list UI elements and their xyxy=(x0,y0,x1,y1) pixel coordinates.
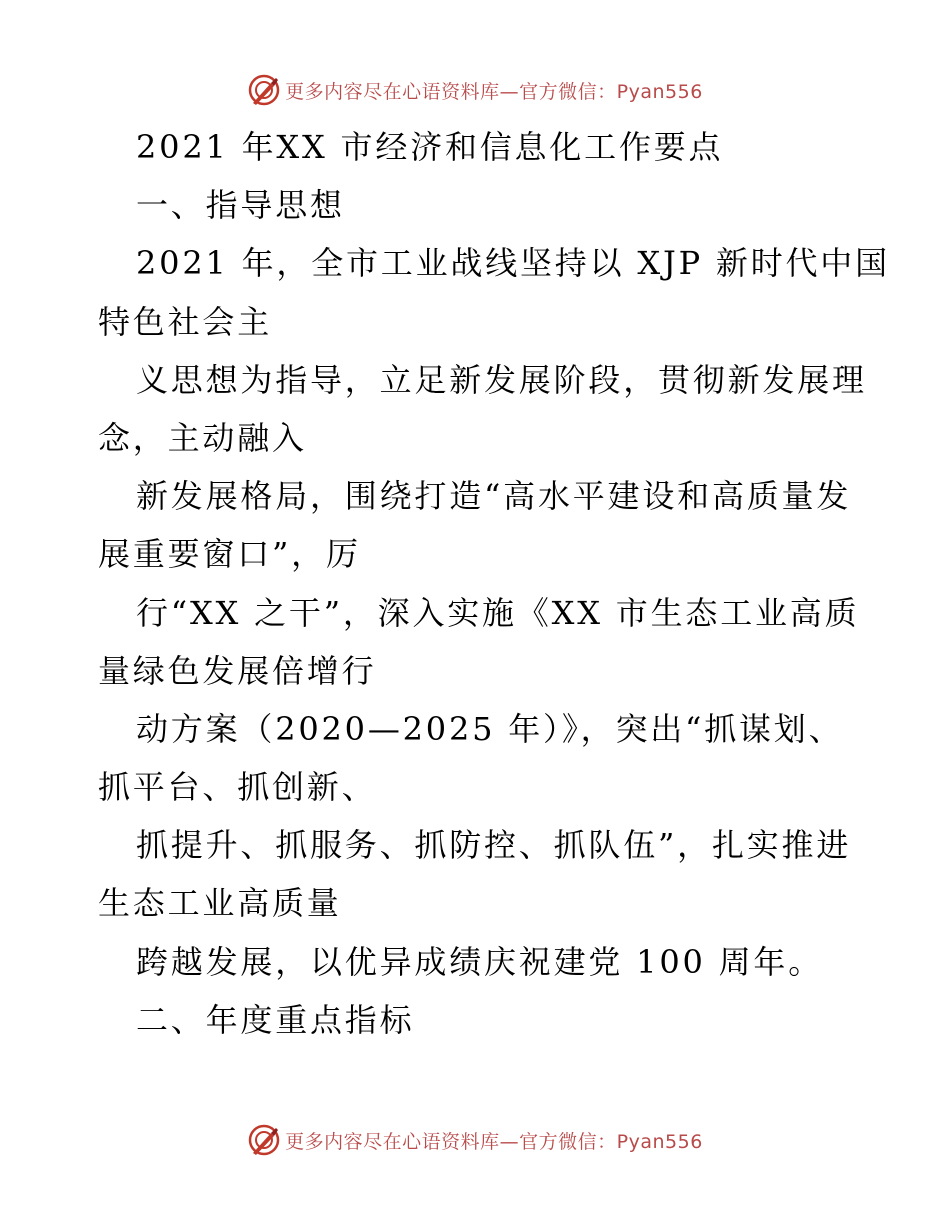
text-line: 二、年度重点指标 xyxy=(136,1000,415,1039)
text-line: 抓平台、抓创新、 xyxy=(98,768,377,807)
document-body xyxy=(98,118,890,1049)
text-line: 新发展格局，围绕打造“高水平建设和高质量发 xyxy=(136,477,852,516)
text-line: 生态工业高质量 xyxy=(98,884,342,923)
text-line: 2021 年XX 市经济和信息化工作要点 xyxy=(136,128,724,166)
text-line: 动方案（2020—2025 年）》，突出“抓谋划、 xyxy=(136,709,844,748)
logo-icon xyxy=(247,1123,281,1157)
text-line: 2021 年，全市工业战线坚持以 XJP 新时代中国 xyxy=(136,244,890,283)
watermark-text: 更多内容尽在心语资料库—官方微信：Pyan556 xyxy=(285,80,703,103)
text-line: 特色社会主 xyxy=(98,302,273,341)
text-line: 量绿色发展倍增行 xyxy=(98,651,377,690)
text-line: 跨越发展，以优异成绩庆祝建党 100 周年。 xyxy=(136,942,824,981)
text-line: 行“XX 之干”，深入实施《XX 市生态工业高质 xyxy=(136,593,860,632)
watermark-text: 更多内容尽在心语资料库—官方微信：Pyan556 xyxy=(285,1130,703,1153)
text-line: 念，主动融入 xyxy=(98,418,307,457)
header-watermark xyxy=(0,70,950,110)
text-line: 一、指导思想 xyxy=(136,186,345,225)
logo-icon xyxy=(247,73,281,107)
text-line: 抓提升、抓服务、抓防控、抓队伍”，扎实推进 xyxy=(136,826,852,865)
text-line: 展重要窗口”，厉 xyxy=(98,535,361,574)
footer-watermark xyxy=(0,1120,950,1160)
text-line: 义思想为指导，立足新发展阶段，贯彻新发展理 xyxy=(136,360,867,399)
